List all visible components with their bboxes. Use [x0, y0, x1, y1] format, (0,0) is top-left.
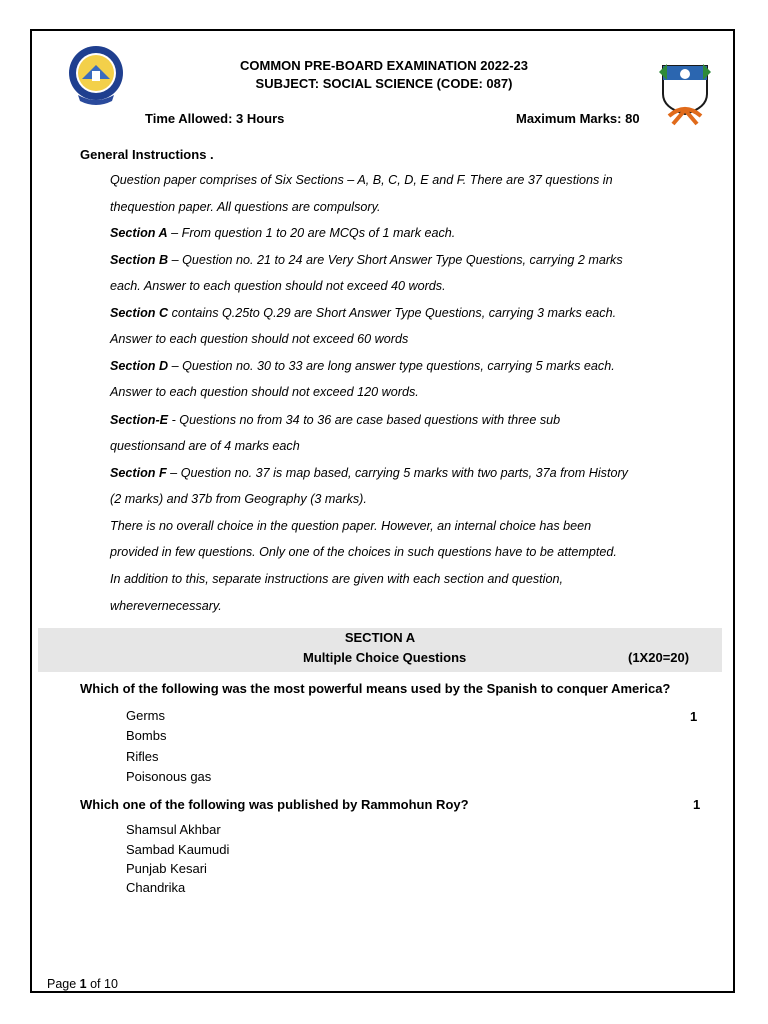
maximum-marks: Maximum Marks: 80	[516, 111, 640, 126]
page-footer: Page 1 of 10	[47, 977, 118, 991]
instructions-title: General Instructions .	[80, 147, 214, 162]
instruction-line: wherevernecessary.	[110, 599, 222, 613]
option-item: Chandrika	[126, 880, 186, 895]
option-item: Rifles	[126, 749, 159, 764]
instruction-line: Question paper comprises of Six Sections – A, B, C, D, E and F. There are 37 questions in	[110, 173, 613, 187]
instruction-line: There is no overall choice in the question paper. However, an internal choice has been	[110, 519, 592, 533]
question-marks: 1	[690, 709, 698, 724]
question-marks: 1	[693, 797, 701, 812]
section-title: SECTION A	[344, 630, 416, 645]
instruction-line: thequestion paper. All questions are compulsory.	[110, 200, 381, 214]
exam-subject: SUBJECT: SOCIAL SCIENCE (CODE: 087)	[255, 76, 513, 91]
question-text: Which of the following was the most powerful means used by the Spanish to conquer America?	[80, 681, 671, 696]
option-item: Shamsul Akhbar	[126, 822, 221, 837]
time-allowed: Time Allowed: 3 Hours	[145, 111, 285, 126]
instruction-line: Answer to each question should not exceed 120 words.	[110, 385, 419, 399]
instruction-line: Answer to each question should not exceed 60 words	[110, 332, 409, 346]
option-item: Poisonous gas	[126, 769, 212, 784]
instruction-line: (2 marks) and 37b from Geography (3 marks).	[110, 492, 367, 506]
instruction-line: Section F – Question no. 37 is map based, carrying 5 marks with two parts, 37a from History	[110, 466, 628, 480]
instruction-line: each. Answer to each question should not exceed 40 words.	[110, 279, 446, 293]
question-text: Which one of the following was published by Rammohun Roy?	[80, 797, 469, 812]
instruction-line: Section-E - Questions no from 34 to 36 are case based questions with three sub	[110, 413, 561, 427]
instruction-line: In addition to this, separate instructions are given with each section and question,	[110, 572, 563, 586]
exam-title: COMMON PRE-BOARD EXAMINATION 2022-23	[240, 58, 528, 73]
instruction-line: questionsand are of 4 marks each	[110, 439, 300, 453]
instruction-line: Section C contains Q.25to Q.29 are Short Answer Type Questions, carrying 3 marks each.	[110, 306, 617, 320]
option-item: Germs	[126, 708, 165, 723]
option-item: Punjab Kesari	[126, 861, 207, 876]
instruction-line: Section B – Question no. 21 to 24 are Very Short Answer Type Questions, carrying 2 marks	[110, 253, 623, 267]
instruction-line: provided in few questions. Only one of the choices in such questions have to be attempted.	[110, 545, 617, 559]
instruction-line: Section D – Question no. 30 to 33 are long answer type questions, carrying 5 marks each.	[110, 359, 615, 373]
page-number: 1	[79, 977, 87, 991]
section-marks: (1X20=20)	[628, 650, 690, 665]
instruction-line: Section A – From question 1 to 20 are MCQs of 1 mark each.	[110, 226, 456, 240]
section-subtitle: Multiple Choice Questions	[303, 650, 467, 665]
option-item: Sambad Kaumudi	[126, 842, 230, 857]
option-item: Bombs	[126, 728, 167, 743]
